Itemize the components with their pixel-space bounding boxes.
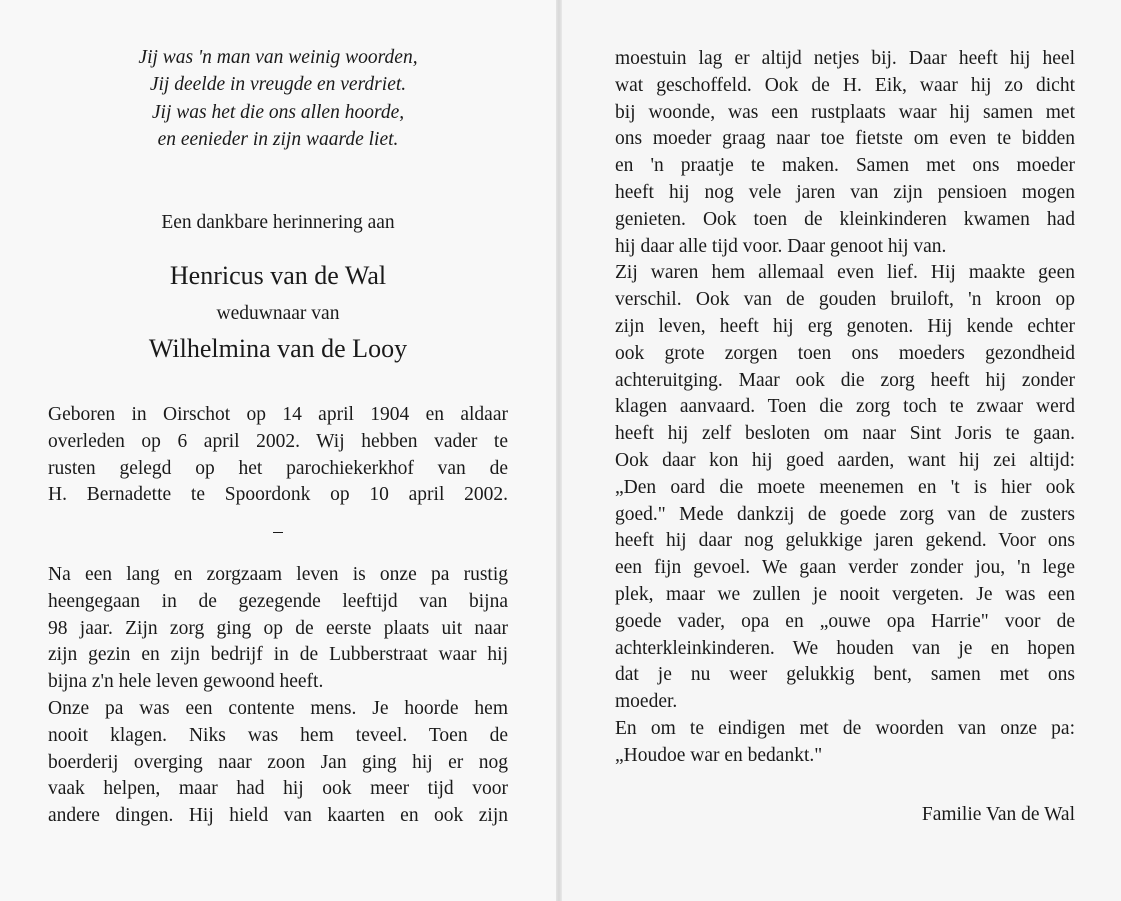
text-line: overleden op 6 april 2002. Wij hebben vader te xyxy=(48,430,508,452)
text-line: en 'n praatje te maken. Samen met ons moeder xyxy=(615,155,1075,177)
family-signature: Familie Van de Wal xyxy=(921,804,1075,825)
text-line: heeft hij daar nog gelukkige jaren gekend. Voor ons xyxy=(615,530,1075,552)
text-line: „Den oard die moete meenemen en 't is hier ook xyxy=(615,476,1075,498)
text-line: dat je nu weer gelukkig bent, samen met ons xyxy=(615,664,1075,686)
text-line: zijn gezin en zijn bedrijf in de Lubberstraat waar hij xyxy=(48,644,508,666)
text-line: klagen aanvaard. Toen die zorg toch te zwaar werd xyxy=(615,396,1075,418)
text-line: H. Bernadette te Spoordonk op 10 april 2002. xyxy=(48,484,508,506)
text-line: moestuin lag er altijd netjes bij. Daar heeft hij heel xyxy=(615,48,1075,69)
text-line: bij woonde, was een rustplaats waar hij samen met xyxy=(615,101,1075,123)
text-line: heeft hij zelf besloten om naar Sint Joris te gaan. xyxy=(615,423,1075,445)
text-line: vaak helpen, maar had hij ook meer tijd voor xyxy=(48,778,508,800)
text-line: Ook daar kon hij goed aarden, want hij zei altijd: xyxy=(615,449,1075,471)
text-line: wat geschoffeld. Ook de H. Eik, waar hij zo dicht xyxy=(615,74,1075,96)
text-line: hij daar alle tijd voor. Daar genoot hij van. xyxy=(615,235,947,257)
text-line: andere dingen. Hij hield van kaarten en ook zijn xyxy=(48,805,508,827)
poem-line: Jij was het die ons allen hoorde, xyxy=(151,101,405,123)
text-line: goede vader, opa en „ouwe opa Harrie" voor de xyxy=(615,610,1075,632)
biography-paragraph xyxy=(48,402,508,509)
deceased-name: Henricus van de Wal xyxy=(169,261,387,290)
text-line: heengegaan in de gezegende leeftijd van bijna xyxy=(48,590,508,612)
text-line: een fijn gevoel. We gaan verder zonder jou, 'n lege xyxy=(615,557,1075,579)
poem-line: en eenieder in zijn waarde liet. xyxy=(157,128,399,150)
separator: – xyxy=(273,521,283,542)
text-line: Zij waren hem allemaal even lief. Hij maakte geen xyxy=(615,262,1075,284)
text-line: ook grote zorgen toen ons moeders gezondheid xyxy=(615,342,1075,364)
text-line: goed." Mede dankzij de goede zorg van de zusters xyxy=(615,503,1075,525)
text-line: bijna z'n hele leven gewoond heeft. xyxy=(48,671,324,693)
spouse-name: Wilhelmina van de Looy xyxy=(148,334,408,363)
text-line: 98 jaar. Zijn zorg ging op de eerste plaats uit naar xyxy=(48,617,508,639)
story-left-column xyxy=(48,562,508,830)
text-line: ons moeder graag naar toe fietste om even te bidden xyxy=(615,128,1075,150)
text-line: heeft hij nog vele jaren van zijn pensioen mogen xyxy=(615,181,1075,203)
left-page xyxy=(0,0,556,901)
text-line: Na een lang en zorgzaam leven is onze pa rustig xyxy=(48,564,508,585)
text-line: genieten. Ook toen de kleinkinderen kwamen had xyxy=(615,208,1075,230)
story-right-column xyxy=(615,46,1075,770)
poem-line: Jij deelde in vreugde en verdriet. xyxy=(149,74,407,96)
widow-label: weduwnaar van xyxy=(216,303,340,324)
text-line: verschil. Ook van de gouden bruiloft, 'n kroon op xyxy=(615,289,1075,311)
text-line: boerderij overging naar zoon Jan ging hij er nog xyxy=(48,751,508,773)
text-line: rusten gelegd op het parochiekerkhof van de xyxy=(48,457,508,479)
text-line: Geboren in Oirschot op 14 april 1904 en aldaar xyxy=(48,404,508,425)
text-line: Onze pa was een contente mens. Je hoorde hem xyxy=(48,697,508,719)
text-line: moeder. xyxy=(615,691,678,713)
text-line: achteruitging. Maar ook die zorg heeft hij zonder xyxy=(615,369,1075,391)
poem-line: Jij was 'n man van weinig woorden, xyxy=(138,47,418,68)
text-line: plek, maar we zullen je nooit vergeten. Je was een xyxy=(615,583,1075,605)
text-line: zijn leven, heeft hij erg genoten. Hij kende echter xyxy=(615,315,1075,337)
poem xyxy=(48,44,508,153)
text-line: En om te eindigen met de woorden van onze pa: xyxy=(615,717,1075,739)
intro-text: Een dankbare herinnering aan xyxy=(161,212,395,233)
text-line: achterkleinkinderen. We houden van je en hopen xyxy=(615,637,1075,659)
text-line: nooit klagen. Niks was hem teveel. Toen de xyxy=(48,724,508,746)
text-line: „Houdoe war en bedankt." xyxy=(615,744,823,766)
